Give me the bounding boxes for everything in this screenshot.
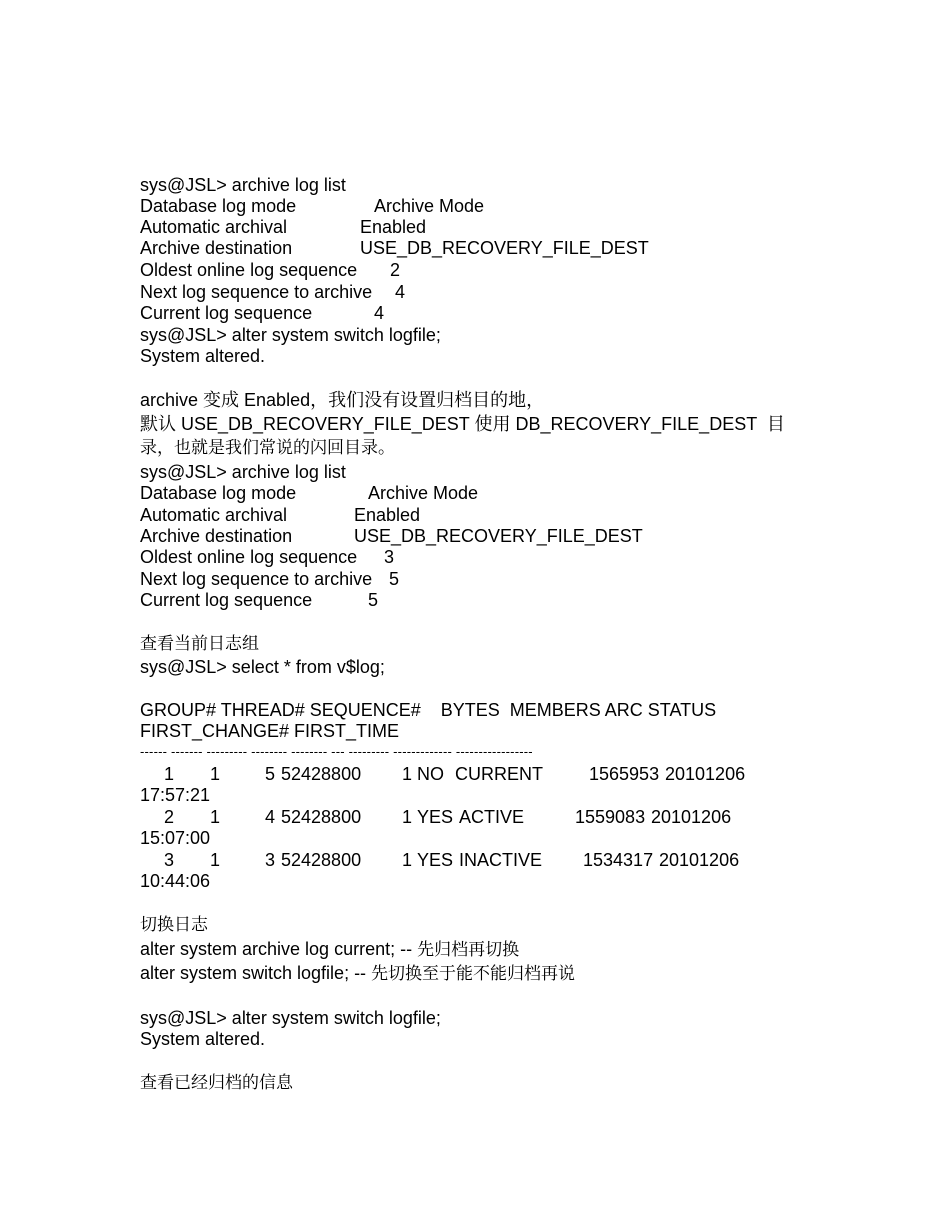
- kv-value: 3: [384, 547, 395, 567]
- cell-thread: 1: [210, 807, 221, 827]
- cell-bytes: 52428800: [281, 850, 362, 870]
- kv-value: 5: [368, 590, 379, 610]
- cell-first-date: 20101206: [651, 807, 732, 827]
- kv-value: Enabled: [354, 505, 421, 525]
- kv-value: Enabled: [360, 217, 427, 237]
- kv-key: Automatic archival: [140, 505, 288, 525]
- cell-first-change: 1565953: [589, 764, 660, 784]
- cell-first-date: 20101206: [659, 850, 740, 870]
- cell-thread: 1: [210, 850, 221, 870]
- cell-bytes: 52428800: [281, 807, 362, 827]
- kv-value: 4: [374, 303, 385, 323]
- kv-value: 2: [390, 260, 401, 280]
- cell-sequence: 5: [265, 764, 276, 784]
- cell-group: 3: [164, 850, 175, 870]
- cell-first-change: 1534317: [583, 850, 654, 870]
- cell-first-change: 1559083: [575, 807, 646, 827]
- kv-key: Current log sequence: [140, 590, 313, 610]
- cell-arc: YES: [417, 850, 454, 870]
- command-line: sys@JSL> alter system switch logfile;: [140, 1008, 441, 1028]
- kv-key: Current log sequence: [140, 303, 313, 323]
- table-header: FIRST_CHANGE# FIRST_TIME: [140, 721, 400, 741]
- cell-first-time: 17:57:21: [140, 785, 211, 805]
- code-line: [140, 963, 575, 985]
- section-heading: 查看已经归档的信息: [140, 1073, 293, 1093]
- kv-key: Oldest online log sequence: [140, 260, 358, 280]
- cell-first-time: 10:44:06: [140, 871, 211, 891]
- cell-status: ACTIVE: [459, 807, 525, 827]
- cell-members: 1: [402, 764, 413, 784]
- cell-group: 2: [164, 807, 175, 827]
- section-heading: 查看当前日志组: [140, 634, 259, 654]
- cell-group: 1: [164, 764, 175, 784]
- result-line: System altered.: [140, 346, 266, 366]
- kv-key: Archive destination: [140, 238, 293, 258]
- table-divider: ------ ------- --------- -------- -------- --- --------- ------------- -----------------: [140, 744, 533, 759]
- cell-members: 1: [402, 850, 413, 870]
- code-text: alter system switch logfile; --: [140, 963, 372, 983]
- command-line: sys@JSL> archive log list: [140, 175, 346, 195]
- cell-status: INACTIVE: [459, 850, 543, 870]
- command-line: sys@JSL> select * from v$log;: [140, 657, 385, 677]
- section-heading: 切换日志: [140, 915, 208, 935]
- cell-sequence: 4: [265, 807, 276, 827]
- kv-value: 5: [389, 569, 400, 589]
- note-line: archive 变成 Enabled，我们没有设置归档目的地，: [140, 390, 545, 410]
- cell-first-date: 20101206: [665, 764, 746, 784]
- table-header: GROUP# THREAD# SEQUENCE# BYTES MEMBERS ARC STATUS: [140, 700, 717, 720]
- kv-value: Archive Mode: [368, 483, 479, 503]
- kv-key: Next log sequence to archive: [140, 282, 373, 302]
- kv-value: Archive Mode: [374, 196, 485, 216]
- kv-key: Database log mode: [140, 196, 297, 216]
- command-line: sys@JSL> archive log list: [140, 462, 346, 482]
- note-line: 默认 USE_DB_RECOVERY_FILE_DEST 使用 DB_RECOVERY_FILE_DEST 目: [140, 414, 785, 434]
- code-text: alter system archive log current; --: [140, 939, 418, 959]
- cell-thread: 1: [210, 764, 221, 784]
- code-line: [140, 939, 519, 961]
- kv-key: Next log sequence to archive: [140, 569, 373, 589]
- kv-key: Oldest online log sequence: [140, 547, 358, 567]
- cell-members: 1: [402, 807, 413, 827]
- kv-key: Database log mode: [140, 483, 297, 503]
- kv-value: USE_DB_RECOVERY_FILE_DEST: [354, 526, 643, 546]
- note-line: 录，也就是我们常说的闪回目录。: [140, 438, 395, 458]
- kv-key: Automatic archival: [140, 217, 288, 237]
- kv-value: USE_DB_RECOVERY_FILE_DEST: [360, 238, 649, 258]
- code-comment: 先切换至于能不能归档再说: [371, 964, 576, 984]
- kv-key: Archive destination: [140, 526, 293, 546]
- cell-arc: NO: [417, 764, 444, 784]
- kv-value: 4: [395, 282, 406, 302]
- cell-status: CURRENT: [455, 764, 543, 784]
- code-comment: 先归档再切换: [417, 940, 520, 960]
- cell-first-time: 15:07:00: [140, 828, 211, 848]
- cell-arc: YES: [417, 807, 454, 827]
- result-line: System altered.: [140, 1029, 266, 1049]
- command-line: sys@JSL> alter system switch logfile;: [140, 325, 441, 345]
- cell-bytes: 52428800: [281, 764, 362, 784]
- cell-sequence: 3: [265, 850, 276, 870]
